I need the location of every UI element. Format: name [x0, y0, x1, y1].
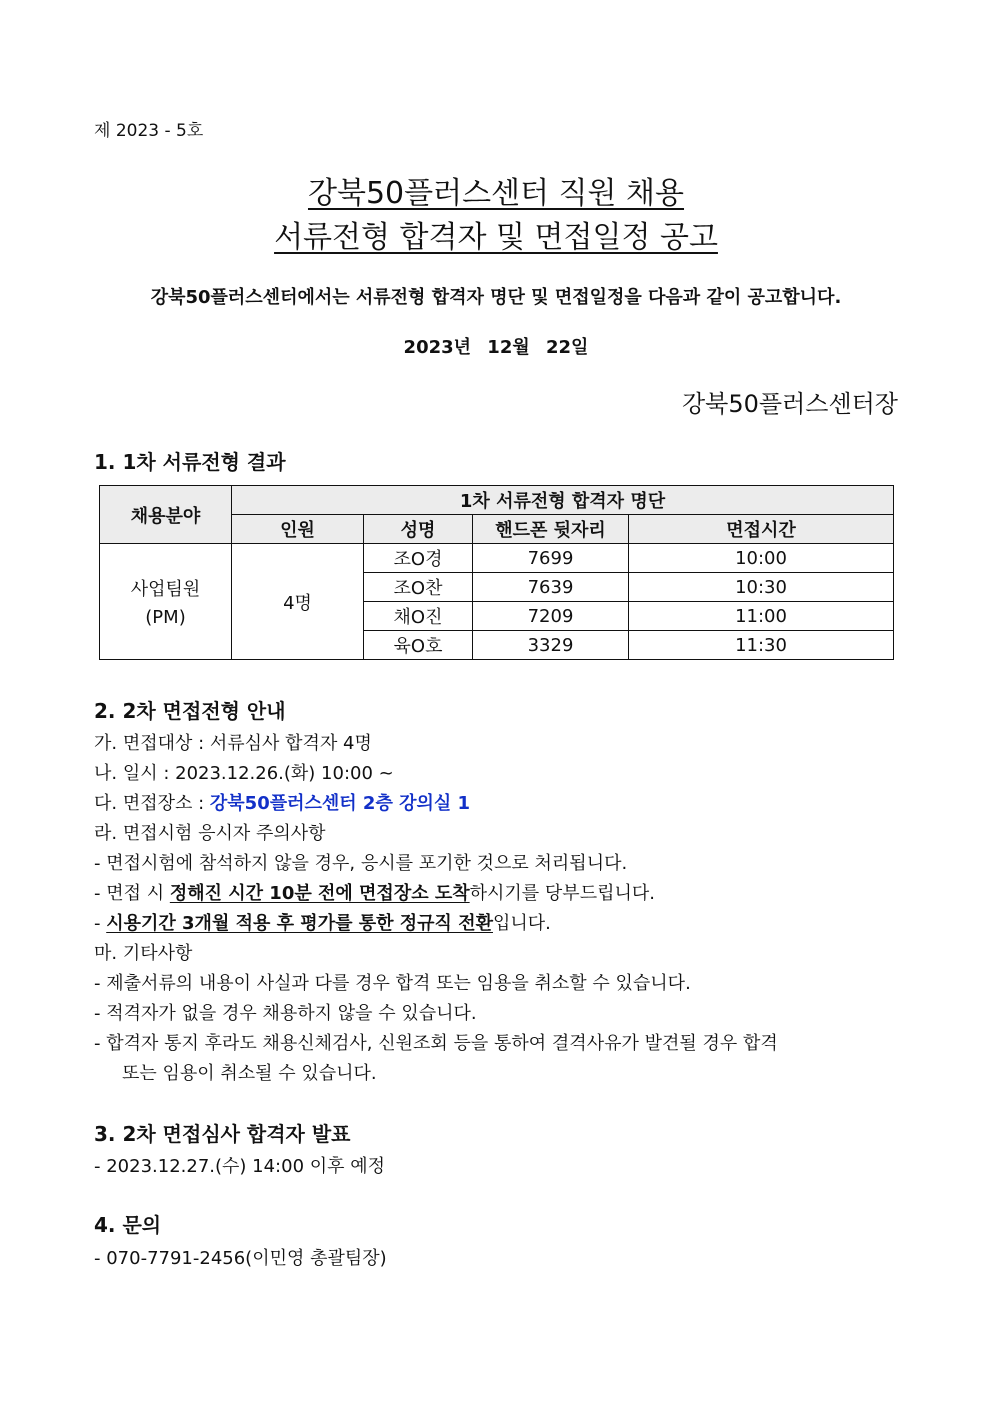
interview-place-label: 다. 면접장소 : — [94, 793, 210, 814]
notice-item-2-suffix: 하시기를 당부드립니다. — [469, 883, 655, 904]
time-cell: 11:30 — [629, 631, 894, 660]
field-line-2: (PM) — [145, 607, 186, 628]
section-2-heading: 2. 2차 면접전형 안내 — [94, 699, 286, 723]
time-cell: 11:00 — [629, 602, 894, 631]
section-1-heading: 1. 1차 서류전형 결과 — [94, 450, 286, 474]
notice-heading: 라. 면접시험 응시자 주의사항 — [94, 823, 326, 844]
phone-cell: 7209 — [473, 602, 629, 631]
field-line-1: 사업팀원 — [130, 579, 201, 600]
name-cell: 조O찬 — [364, 573, 473, 602]
notice-item-2-emphasis: 정해진 시간 10분 전에 면접장소 도착 — [169, 883, 470, 904]
count-cell: 4명 — [232, 544, 364, 660]
signer: 강북50플러스센터장 — [681, 390, 898, 418]
name-cell: 조O경 — [364, 544, 473, 573]
header-field: 채용분야 — [100, 486, 232, 544]
other-heading: 마. 기타사항 — [94, 943, 193, 964]
other-item-1: - 제출서류의 내용이 사실과 다를 경우 합격 또는 임용을 취소할 수 있습니다. — [94, 973, 691, 994]
document-number: 제 2023 - 5호 — [94, 121, 204, 141]
other-item-3-continued: 또는 임용이 취소될 수 있습니다. — [122, 1063, 377, 1084]
phone-cell: 3329 — [473, 631, 629, 660]
header-name: 성명 — [364, 515, 473, 544]
section-3-heading: 3. 2차 면접심사 합격자 발표 — [94, 1122, 351, 1146]
interview-place-value: 강북50플러스센터 2층 강의실 1 — [209, 793, 471, 814]
notice-item-3-prefix: - — [94, 913, 107, 934]
header-count: 인원 — [232, 515, 364, 544]
notice-item-3 — [94, 909, 551, 935]
notice-item-2 — [94, 879, 655, 905]
phone-cell: 7699 — [473, 544, 629, 573]
notice-item-2-prefix: - 면접 시 — [94, 883, 170, 904]
table-row — [100, 544, 894, 573]
result-table — [99, 485, 894, 660]
intro-text: 강북50플러스센터에서는 서류전형 합격자 명단 및 면접일정을 다음과 같이 공고합니다. — [150, 287, 842, 308]
interview-place — [94, 789, 470, 815]
time-cell: 10:30 — [629, 573, 894, 602]
phone-cell: 7639 — [473, 573, 629, 602]
name-cell: 채O진 — [364, 602, 473, 631]
announcement-date: - 2023.12.27.(수) 14:00 이후 예정 — [94, 1156, 386, 1177]
notice-item-3-emphasis: 시용기간 3개월 적용 후 평가를 통한 정규직 전환 — [106, 913, 493, 934]
field-cell — [100, 544, 232, 660]
other-item-3: - 합격자 통지 후라도 채용신체검사, 신원조회 등을 통하여 결격사유가 발견될 경우 합격 — [94, 1033, 778, 1054]
notice-date: 2023년 12월 22일 — [403, 337, 589, 358]
title-line-1: 강북50플러스센터 직원 채용 — [307, 176, 685, 211]
name-cell: 육O호 — [364, 631, 473, 660]
header-time: 면접시간 — [629, 515, 894, 544]
time-cell: 10:00 — [629, 544, 894, 573]
contact-info: - 070-7791-2456(이민영 총괄팀장) — [94, 1248, 387, 1269]
interview-datetime: 나. 일시 : 2023.12.26.(화) 10:00 ~ — [94, 763, 394, 784]
notice-item-1: - 면접시험에 참석하지 않을 경우, 응시를 포기한 것으로 처리됩니다. — [94, 853, 628, 874]
header-phone: 핸드폰 뒷자리 — [473, 515, 629, 544]
notice-item-3-suffix: 입니다. — [492, 913, 551, 934]
section-4-heading: 4. 문의 — [94, 1213, 162, 1237]
header-group: 1차 서류전형 합격자 명단 — [232, 486, 894, 515]
other-item-2: - 적격자가 없을 경우 채용하지 않을 수 있습니다. — [94, 1003, 477, 1024]
interview-target: 가. 면접대상 : 서류심사 합격자 4명 — [94, 733, 372, 754]
title-line-2: 서류전형 합격자 및 면접일정 공고 — [274, 220, 718, 255]
